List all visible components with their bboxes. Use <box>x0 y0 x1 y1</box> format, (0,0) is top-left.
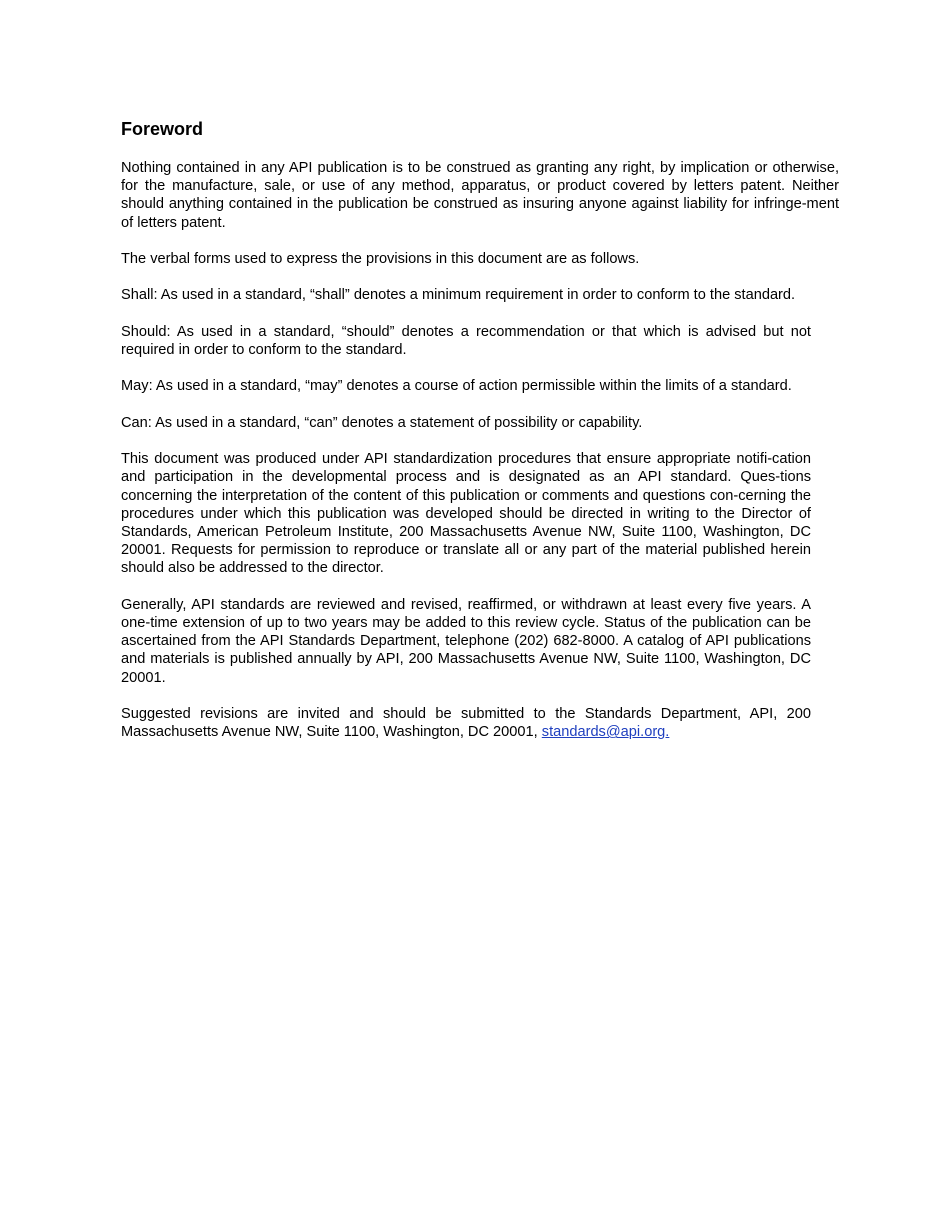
paragraph-shall-definition: Shall: As used in a standard, “shall” denotes a minimum requirement in order to conform to the standard. <box>121 287 796 304</box>
paragraph-should-definition: Should: As used in a standard, “should” denotes a recommendation or that which is advised but not required in order to conform to the standard. <box>121 323 811 358</box>
paragraph-suggested-revisions <box>121 705 811 741</box>
document-page <box>121 118 839 760</box>
paragraph-can-definition: Can: As used in a standard, “can” denotes a statement of possibility or capability. <box>121 414 643 431</box>
page-title: Foreword <box>121 119 204 139</box>
paragraph-verbal-forms: The verbal forms used to express the provisions in this document are as follows. <box>121 251 640 267</box>
paragraph-patent-disclaimer: Nothing contained in any API publication is to be construed as granting any right, by implication or otherwise, for the manufacture, sale, or use of any method, apparatus, or product covered by letters patent. Neither should anything contained in the publication be construed as insuring anyone against liability for infringe-ment of letters patent. <box>121 160 839 231</box>
standards-email-link[interactable]: standards@api.org. <box>541 724 670 741</box>
paragraph-review-cycle: Generally, API standards are reviewed and revised, reaffirmed, or withdrawn at least every five years. A one-time extension of up to two years may be added to this review cycle. Status of the publication can be ascertained from the API Standards Department, telephone (202) 682-8000. A catalog of API publications and materials is published annually by API, 200 Massachusetts Avenue NW, Suite 1100, Washington, DC 20001. <box>121 596 811 686</box>
paragraph-standardization-procedures: This document was produced under API standardization procedures that ensure appropriate notifi-cation and participation in the developmental process and is designated as an API standard. Ques-tions concerning the interpretation of the content of this publication or comments and questions con-cerning the procedures under which this publication was developed should be directed in writing to the Director of Standards, American Petroleum Institute, 200 Massachusetts Avenue NW, Suite 1100, Washington, DC 20001. Requests for permission to reproduce or translate all or any part of the material published herein should also be addressed to the director. <box>121 451 811 577</box>
paragraph-may-definition: May: As used in a standard, “may” denotes a course of action permissible within the limits of a standard. <box>121 378 792 395</box>
suggested-revisions-text: Suggested revisions are invited and should be submitted to the Standards Department, API, 200 Massachusetts Avenue NW, Suite 1100, Washington, DC 20001, <box>121 705 811 741</box>
